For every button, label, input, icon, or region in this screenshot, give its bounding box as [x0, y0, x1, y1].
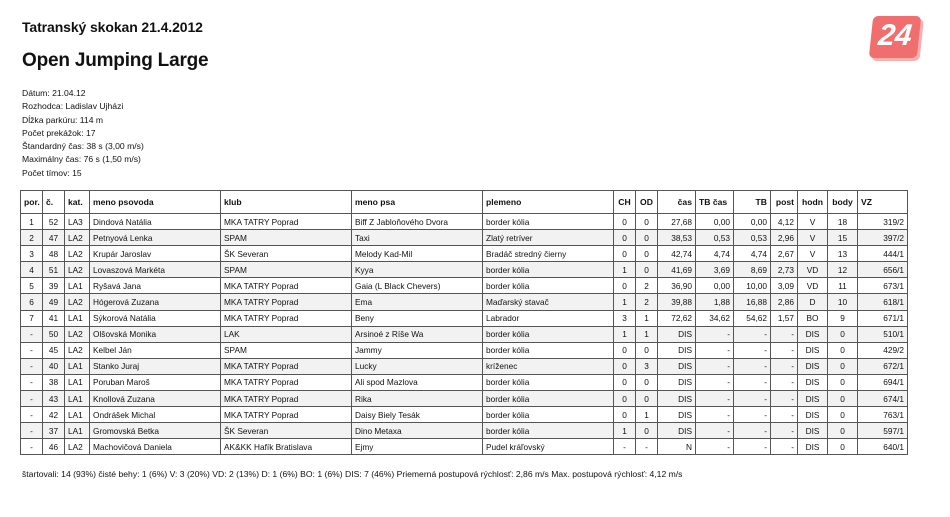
cell-handler: Kelbel Ján [90, 342, 221, 358]
cell-rating: D [798, 294, 828, 310]
cell-od: 1 [636, 407, 658, 423]
cell-tb-time: - [696, 407, 734, 423]
cell-handler: Gromovská Betka [90, 423, 221, 439]
cell-handler: Hógerová Zuzana [90, 294, 221, 310]
cell-od: 0 [636, 214, 658, 230]
cell-od: 2 [636, 278, 658, 294]
cell-dog-name: Beny [352, 310, 483, 326]
cell-breed: Zlatý retríver [483, 230, 614, 246]
cell-dog-name: Rika [352, 391, 483, 407]
cell-dog-name: Daisy Biely Tesák [352, 407, 483, 423]
cell-handler: Poruban Maroš [90, 374, 221, 390]
cell-points: 0 [828, 358, 858, 374]
cell-ch: 0 [614, 407, 636, 423]
cell-handler: Stanko Juraj [90, 358, 221, 374]
cell-category: LA2 [65, 294, 90, 310]
cell-breed: kríženec [483, 358, 614, 374]
cell-tb: - [734, 439, 771, 455]
cell-tb-time: - [696, 391, 734, 407]
column-header-number: č. [43, 191, 65, 214]
cell-club: MKA TATRY Poprad [221, 358, 352, 374]
cell-rank: 5 [21, 278, 43, 294]
table-row [21, 262, 908, 278]
column-header-category: kat. [65, 191, 90, 214]
cell-rank: 3 [21, 246, 43, 262]
column-header-od: OD [636, 191, 658, 214]
cell-ch: - [614, 439, 636, 455]
cell-od: 3 [636, 358, 658, 374]
cell-club: MKA TATRY Poprad [221, 310, 352, 326]
cell-ch: 0 [614, 358, 636, 374]
cell-category: LA2 [65, 439, 90, 455]
cell-points: 11 [828, 278, 858, 294]
cell-rank: - [21, 374, 43, 390]
cell-speed: 4,12 [771, 214, 798, 230]
table-row [21, 310, 908, 326]
cell-tb-time: 0,53 [696, 230, 734, 246]
cell-dog-name: Ema [352, 294, 483, 310]
cell-points: 13 [828, 246, 858, 262]
cell-dog-name: Ali spod Mazlova [352, 374, 483, 390]
cell-dog-name: Biff Z Jabloňového Dvora [352, 214, 483, 230]
cell-od: 1 [636, 310, 658, 326]
cell-points: 0 [828, 326, 858, 342]
cell-time: 38,53 [658, 230, 696, 246]
cell-club: MKA TATRY Poprad [221, 214, 352, 230]
cell-speed: 1,57 [771, 310, 798, 326]
cell-rank: - [21, 407, 43, 423]
cell-number: 52 [43, 214, 65, 230]
cell-vz: 674/1 [858, 391, 908, 407]
cell-handler: Dindová Natália [90, 214, 221, 230]
cell-handler: Krupár Jaroslav [90, 246, 221, 262]
table-row [21, 439, 908, 455]
cell-handler: Sýkorová Natália [90, 310, 221, 326]
cell-club: SPAM [221, 262, 352, 278]
cell-rating: DIS [798, 326, 828, 342]
cell-tb: 0,00 [734, 214, 771, 230]
cell-tb: - [734, 342, 771, 358]
cell-vz: 597/1 [858, 423, 908, 439]
cell-tb: - [734, 358, 771, 374]
cell-speed: 2,86 [771, 294, 798, 310]
info-max-time: Maximálny čas: 76 s (1,50 m/s) [22, 154, 141, 165]
cell-tb: 54,62 [734, 310, 771, 326]
cell-rank: - [21, 391, 43, 407]
cell-time: DIS [658, 407, 696, 423]
table-row [21, 294, 908, 310]
cell-rank: - [21, 326, 43, 342]
cell-club: LAK [221, 326, 352, 342]
cell-od: 0 [636, 342, 658, 358]
cell-time: DIS [658, 358, 696, 374]
table-row [21, 407, 908, 423]
cell-rating: DIS [798, 423, 828, 439]
cell-breed: border kólia [483, 342, 614, 358]
cell-time: DIS [658, 391, 696, 407]
cell-rank: 7 [21, 310, 43, 326]
cell-tb: 8,69 [734, 262, 771, 278]
cell-tb: - [734, 374, 771, 390]
cell-ch: 0 [614, 391, 636, 407]
results-table [20, 190, 908, 455]
cell-vz: 694/1 [858, 374, 908, 390]
cell-category: LA2 [65, 342, 90, 358]
cell-tb-time: - [696, 423, 734, 439]
cell-vz: 429/2 [858, 342, 908, 358]
cell-tb-time: - [696, 326, 734, 342]
cell-handler: Knollová Zuzana [90, 391, 221, 407]
cell-number: 47 [43, 230, 65, 246]
cell-tb-time: 34,62 [696, 310, 734, 326]
cell-category: LA2 [65, 246, 90, 262]
cell-rating: VD [798, 278, 828, 294]
info-date: Dátum: 21.04.12 [22, 88, 86, 98]
info-course-length: Dĺžka parkúru: 114 m [22, 114, 104, 125]
cell-od: 0 [636, 391, 658, 407]
cell-category: LA2 [65, 262, 90, 278]
cell-tb: - [734, 423, 771, 439]
cell-category: LA1 [65, 310, 90, 326]
column-header-rating: hodn [798, 191, 828, 214]
cell-rank: - [21, 439, 43, 455]
cell-breed: border kólia [483, 391, 614, 407]
cell-tb-time: 0,00 [696, 214, 734, 230]
cell-rating: BO [798, 310, 828, 326]
cell-tb-time: 0,00 [696, 278, 734, 294]
cell-breed: border kólia [483, 262, 614, 278]
cell-club: MKA TATRY Poprad [221, 294, 352, 310]
cell-club: SPAM [221, 230, 352, 246]
cell-tb: 0,53 [734, 230, 771, 246]
cell-vz: 673/1 [858, 278, 908, 294]
cell-category: LA1 [65, 423, 90, 439]
info-obstacle-count: Počet prekážok: 17 [22, 127, 96, 138]
cell-club: MKA TATRY Poprad [221, 374, 352, 390]
cell-speed: - [771, 342, 798, 358]
cell-breed: border kólia [483, 278, 614, 294]
cell-time: 27,68 [658, 214, 696, 230]
cell-club: ŠK Severan [221, 246, 352, 262]
table-row [21, 230, 908, 246]
cell-tb: 4,74 [734, 246, 771, 262]
cell-speed: - [771, 423, 798, 439]
cell-time: 72,62 [658, 310, 696, 326]
cell-rating: DIS [798, 342, 828, 358]
cell-handler: Ryšavá Jana [90, 278, 221, 294]
column-header-dog-name: meno psa [352, 191, 483, 214]
column-header-speed: post [771, 191, 798, 214]
cell-vz: 444/1 [858, 246, 908, 262]
cell-number: 38 [43, 374, 65, 390]
info-judge: Rozhodca: Ladislav Ujházi [22, 101, 124, 112]
cell-category: LA2 [65, 326, 90, 342]
table-row [21, 391, 908, 407]
cell-od: 1 [636, 326, 658, 342]
cell-rank: 6 [21, 294, 43, 310]
cell-rating: DIS [798, 391, 828, 407]
cell-tb-time: 4,74 [696, 246, 734, 262]
cell-points: 12 [828, 262, 858, 278]
cell-vz: 510/1 [858, 326, 908, 342]
cell-points: 18 [828, 214, 858, 230]
cell-category: LA1 [65, 278, 90, 294]
cell-club: ŠK Severan [221, 423, 352, 439]
cell-speed: 3,09 [771, 278, 798, 294]
competition-info [22, 87, 144, 180]
cell-time: DIS [658, 423, 696, 439]
cell-rating: V [798, 246, 828, 262]
cell-dog-name: Jammy [352, 342, 483, 358]
cell-od: 0 [636, 246, 658, 262]
cell-points: 0 [828, 374, 858, 390]
cell-club: MKA TATRY Poprad [221, 391, 352, 407]
cell-tb: - [734, 391, 771, 407]
cell-number: 40 [43, 358, 65, 374]
cell-ch: 1 [614, 326, 636, 342]
cell-vz: 319/2 [858, 214, 908, 230]
cell-club: MKA TATRY Poprad [221, 407, 352, 423]
cell-points: 10 [828, 294, 858, 310]
table-row [21, 246, 908, 262]
info-team-count: Počet tímov: 15 [22, 167, 82, 178]
cell-ch: 1 [614, 423, 636, 439]
cell-handler: Petnyová Lenka [90, 230, 221, 246]
cell-speed: - [771, 326, 798, 342]
cell-ch: 0 [614, 374, 636, 390]
cell-time: N [658, 439, 696, 455]
cell-speed: - [771, 374, 798, 390]
cell-speed: 2,73 [771, 262, 798, 278]
cell-dog-name: Gaia (L Black Chevers) [352, 278, 483, 294]
cell-tb-time: 3,69 [696, 262, 734, 278]
cell-breed: border kólia [483, 326, 614, 342]
cell-dog-name: Taxi [352, 230, 483, 246]
cell-dog-name: Lucky [352, 358, 483, 374]
cell-od: 2 [636, 294, 658, 310]
event-title: Tatranský skokan 21.4.2012 [22, 19, 203, 35]
cell-ch: 0 [614, 230, 636, 246]
cell-club: MKA TATRY Poprad [221, 278, 352, 294]
column-header-points: body [828, 191, 858, 214]
summary-stats: štartovali: 14 (93%) čisté behy: 1 (6%) V: 3 (20%) VD: 2 (13%) D: 1 (6%) BO: 1 (6%) DIS: 7 (46%) Priemerná postupová rýchlosť: 2,86 m/s Max. postupová rýchlosť: 4,12 m/s [22, 469, 683, 479]
cell-tb-time: 1,88 [696, 294, 734, 310]
cell-breed: border kólia [483, 374, 614, 390]
cell-tb-time: - [696, 439, 734, 455]
column-header-time: čas [658, 191, 696, 214]
cell-vz: 397/2 [858, 230, 908, 246]
cell-rating: V [798, 214, 828, 230]
cell-number: 48 [43, 246, 65, 262]
cell-speed: - [771, 391, 798, 407]
cell-number: 45 [43, 342, 65, 358]
cell-category: LA3 [65, 214, 90, 230]
table-row [21, 214, 908, 230]
cell-vz: 640/1 [858, 439, 908, 455]
cell-ch: 0 [614, 246, 636, 262]
cell-number: 37 [43, 423, 65, 439]
column-header-handler: meno psovoda [90, 191, 221, 214]
logo-text: 24 [876, 19, 914, 52]
cell-points: 0 [828, 407, 858, 423]
cell-dog-name: Kyya [352, 262, 483, 278]
cell-speed: 2,96 [771, 230, 798, 246]
cell-points: 9 [828, 310, 858, 326]
competition-title: Open Jumping Large [22, 50, 209, 71]
cell-breed: Bradáč stredný čierny [483, 246, 614, 262]
cell-number: 42 [43, 407, 65, 423]
cell-ch: 0 [614, 214, 636, 230]
cell-breed: Pudel kráľovský [483, 439, 614, 455]
cell-handler: Lovaszová Markéta [90, 262, 221, 278]
cell-points: 0 [828, 439, 858, 455]
column-header-breed: plemeno [483, 191, 614, 214]
cell-time: DIS [658, 374, 696, 390]
cell-breed: border kólia [483, 214, 614, 230]
cell-vz: 618/1 [858, 294, 908, 310]
cell-speed: 2,67 [771, 246, 798, 262]
cell-number: 43 [43, 391, 65, 407]
cell-category: LA2 [65, 230, 90, 246]
cell-ch: 1 [614, 294, 636, 310]
column-header-club: klub [221, 191, 352, 214]
cell-rating: V [798, 230, 828, 246]
cell-category: LA1 [65, 407, 90, 423]
cell-tb-time: - [696, 374, 734, 390]
cell-speed: - [771, 358, 798, 374]
cell-time: DIS [658, 342, 696, 358]
cell-od: 0 [636, 423, 658, 439]
cell-ch: 1 [614, 262, 636, 278]
cell-handler: Machovičová Daniela [90, 439, 221, 455]
cell-points: 15 [828, 230, 858, 246]
cell-time: 42,74 [658, 246, 696, 262]
cell-ch: 3 [614, 310, 636, 326]
cell-vz: 656/1 [858, 262, 908, 278]
cell-rank: - [21, 342, 43, 358]
cell-time: 39,88 [658, 294, 696, 310]
cell-speed: - [771, 439, 798, 455]
cell-vz: 763/1 [858, 407, 908, 423]
cell-dog-name: Ejmy [352, 439, 483, 455]
cell-od: 0 [636, 374, 658, 390]
cell-number: 50 [43, 326, 65, 342]
column-header-ch: CH [614, 191, 636, 214]
cell-od: 0 [636, 262, 658, 278]
cell-time: 36,90 [658, 278, 696, 294]
cell-rating: DIS [798, 439, 828, 455]
cell-breed: Labrador [483, 310, 614, 326]
cell-category: LA1 [65, 391, 90, 407]
table-row [21, 278, 908, 294]
cell-dog-name: Melody Kad-Mil [352, 246, 483, 262]
cell-rating: VD [798, 262, 828, 278]
cell-handler: Ondrášek Michal [90, 407, 221, 423]
cell-club: SPAM [221, 342, 352, 358]
cell-handler: Olšovská Monika [90, 326, 221, 342]
cell-od: 0 [636, 230, 658, 246]
cell-rank: 1 [21, 214, 43, 230]
cell-tb-time: - [696, 358, 734, 374]
cell-club: AK&KK Hafík Bratislava [221, 439, 352, 455]
table-row [21, 342, 908, 358]
cell-time: DIS [658, 326, 696, 342]
cell-breed: border kólia [483, 407, 614, 423]
cell-category: LA1 [65, 358, 90, 374]
table-row [21, 326, 908, 342]
cell-rating: DIS [798, 407, 828, 423]
cell-breed: Maďarský stavač [483, 294, 614, 310]
cell-ch: 0 [614, 342, 636, 358]
cell-rank: - [21, 423, 43, 439]
table-row [21, 374, 908, 390]
cell-od: - [636, 439, 658, 455]
cell-number: 46 [43, 439, 65, 455]
cell-rating: DIS [798, 358, 828, 374]
cell-tb: 16,88 [734, 294, 771, 310]
cell-number: 41 [43, 310, 65, 326]
cell-points: 0 [828, 423, 858, 439]
cell-points: 0 [828, 391, 858, 407]
cell-tb: - [734, 407, 771, 423]
cell-breed: border kólia [483, 423, 614, 439]
cell-number: 49 [43, 294, 65, 310]
cell-ch: 0 [614, 278, 636, 294]
cell-vz: 672/1 [858, 358, 908, 374]
cell-rank: 4 [21, 262, 43, 278]
cell-tb: - [734, 326, 771, 342]
table-header-row [21, 191, 908, 214]
cell-vz: 671/1 [858, 310, 908, 326]
column-header-tb: TB [734, 191, 771, 214]
cell-points: 0 [828, 342, 858, 358]
cell-number: 39 [43, 278, 65, 294]
cell-tb-time: - [696, 342, 734, 358]
table-row [21, 358, 908, 374]
cell-dog-name: Dino Metaxa [352, 423, 483, 439]
cell-rank: 2 [21, 230, 43, 246]
cell-tb: 10,00 [734, 278, 771, 294]
cell-speed: - [771, 407, 798, 423]
column-header-vz: VZ [858, 191, 908, 214]
site-logo[interactable] [869, 16, 921, 58]
column-header-tb-time: TB čas [696, 191, 734, 214]
cell-rank: - [21, 358, 43, 374]
cell-time: 41,69 [658, 262, 696, 278]
cell-number: 51 [43, 262, 65, 278]
info-standard-time: Štandardný čas: 38 s (3,00 m/s) [22, 141, 144, 152]
table-row [21, 423, 908, 439]
cell-rating: DIS [798, 374, 828, 390]
cell-category: LA1 [65, 374, 90, 390]
column-header-rank: por. [21, 191, 43, 214]
cell-dog-name: Arsinoé z Ríše Wa [352, 326, 483, 342]
